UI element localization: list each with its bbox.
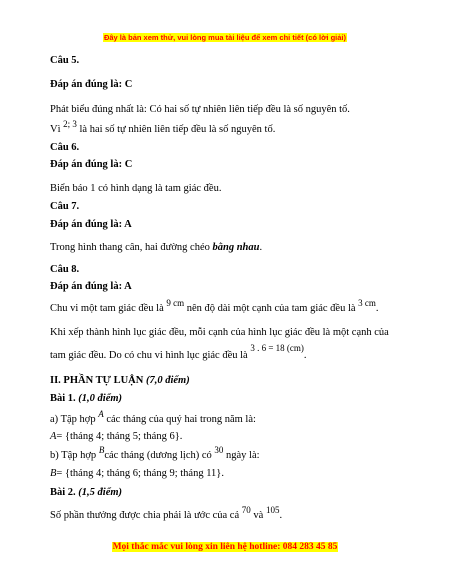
q5-numbers: 2; 3	[63, 119, 77, 129]
q7-statement: Trong hình thang cân, hai đường chéo bằng nhau.	[50, 242, 263, 253]
bai1-b: b) Tập hợp Bcác tháng (dương lịch) có 30 ngày là:	[50, 445, 260, 461]
bai2-title: Bài 2. (1,5 điểm)	[50, 487, 123, 498]
q6-answer: Đáp án đúng là: C	[50, 159, 133, 170]
q6-statement: Biển báo 1 có hình dạng là tam giác đều.	[50, 183, 222, 194]
part2-heading: II. PHẦN TỰ LUẬN (7,0 điểm)	[50, 375, 190, 386]
bai1-title: Bài 1. (1,0 điểm)	[50, 393, 123, 404]
q5-statement: Phát biểu đúng nhất là: Có hai số tự nhiên liên tiếp đều là số nguyên tố.	[50, 104, 350, 115]
q8-line-2: Khi xếp thành hình lục giác đều, mỗi cạnh của hình lục giác đều là một cạnh của	[50, 327, 389, 338]
set-b-var: B	[98, 445, 105, 455]
preview-banner	[0, 27, 450, 45]
q8-line-3: tam giác đều. Do có chu vi hình lục giác đều là 3 . 6 = 18 (cm).	[50, 343, 307, 361]
hotline-footer	[0, 536, 450, 554]
hotline-text: Mọi thắc mắc vui lòng xin liên hệ hotline: 084 283 45 85	[112, 542, 338, 552]
q8-title: Câu 8.	[50, 264, 80, 275]
set-a-var: A	[98, 409, 104, 419]
bai1-a: a) Tập hợp A các tháng của quý hai trong năm là:	[50, 409, 256, 425]
set-b: B= {tháng 4; tháng 6; tháng 9; tháng 11}.	[50, 468, 224, 479]
q8-side: 3 cm	[358, 298, 376, 308]
q5-because: Vì 2; 3 là hai số tự nhiên liên tiếp đều là số nguyên tố.	[50, 119, 276, 135]
q5-answer: Đáp án đúng là: C	[50, 79, 133, 90]
q8-line-1: Chu vi một tam giác đều là 9 cm nên độ dài một cạnh của tam giác đều là 3 cm.	[50, 298, 379, 314]
q6-title: Câu 6.	[50, 142, 80, 153]
q7-title: Câu 7.	[50, 201, 80, 212]
q5-title: Câu 5.	[50, 55, 80, 66]
bai2-text: Số phần thưởng được chia phải là ước của cả 70 và 105.	[50, 505, 283, 521]
q8-answer: Đáp án đúng là: A	[50, 281, 132, 292]
q7-emphasis: bằng nhau	[212, 242, 260, 253]
q8-expression: 3 . 6 = 18 (cm)	[250, 343, 304, 353]
preview-banner-text: Đây là bản xem thử, vui lòng mua tài liệu để xem chi tiết (có lời giải)	[103, 33, 347, 42]
q8-perimeter: 9 cm	[166, 298, 185, 308]
q7-answer: Đáp án đúng là: A	[50, 219, 132, 230]
set-a: A= {tháng 4; tháng 5; tháng 6}.	[50, 431, 183, 442]
